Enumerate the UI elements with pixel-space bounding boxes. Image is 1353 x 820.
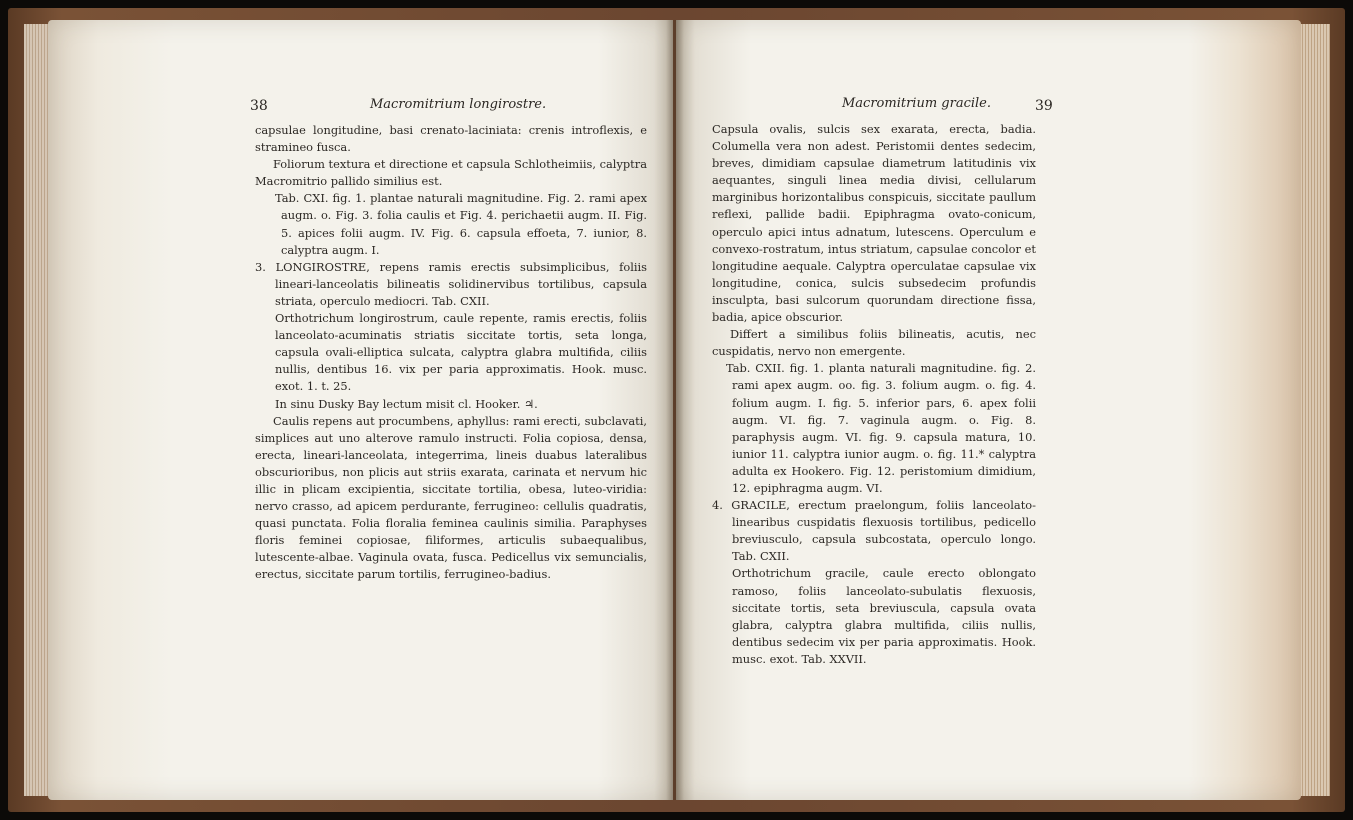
- description-paragraph: Caulis repens aut procumbens, aphyllus: rami erecti, subclavati, simplices aut uno alterove ramulo instructi. Folia copiosa, densa, erecta, lineari-lanceolata, integerrima, lineis duabus lateralibus obscurioribus, non plicis aut striis exarata, carinata et nervum hic illic in plicam excipientia, siccitate tortilia, obesa, luteo-viridia: nervo crasso, ad apicem perdurante, ferrugineo: cellulis quadratis, quasi punctata. Folia floralia feminea caulinis similia. Paraphyses floris feminei copiosae, filiformes, articulis subaequalibus, lutescente-albae. Vaginula ovata, fusca. Pedicellus vix semuncialis, erectus, siccitate parum tortilis, ferrugineo-badius.: [255, 413, 647, 582]
- left-page-body: [255, 122, 647, 584]
- right-running-title: Macromitrium gracile.: [842, 96, 992, 111]
- left-running-title: Macromitrium longirostre.: [370, 97, 547, 112]
- paragraph: capsulae longitudine, basi crenato-laciniata: crenis introflexis, e stramineo fusca.: [255, 123, 647, 155]
- left-page-number: 38: [250, 98, 268, 114]
- figure-caption: Tab. CXI. fig. 1. plantae naturali magnitudine. Fig. 2. rami apex augm. o. Fig. 3. folia caulis et Fig. 4. perichaetii augm. II. Fig. 5. apices folii augm. IV. Fig. 6. capsula effoeta, 7. iunior, 8. calyptra augm. I.: [275, 191, 647, 257]
- synonym-paragraph: Orthotrichum gracile, caule erecto oblongato ramoso, foliis lanceolato-subulatis flexuosis, siccitate tortis, seta breviuscula, capsula ovata glabra, calyptra glabra multifida, ciliis nullis, dentibus sedecim vix per paria approximatis. Hook. musc. exot. Tab. XXVII.: [732, 566, 1036, 666]
- book-gutter: [666, 20, 684, 800]
- description-paragraph: Capsula ovalis, sulcis sex exarata, erecta, badia. Columella vera non adest. Peristomii dentes sedecim, breves, dimidiam capsulae diametrum latitudinis vix aequantes, singuli linea media divisi, cellularum marginibus horizontalibus conspicuis, siccitate paullum reflexi, pallide badii. Epiphragma ovato-conicum, operculo apici intus adnatum, lutescens. Operculum e convexo-rostratum, intus striatum, capsulae concolor et longitudine aequale. Calyptra operculatae capsulae vix longitudine, conica, sulcis subsedecim profundis insculpta, basi sulcorum quorundam directione fissa, badia, apice obscurior.: [712, 122, 1036, 325]
- differentia-paragraph: Differt a similibus foliis bilineatis, acutis, nec cuspidatis, nervo non emergente.: [712, 327, 1036, 359]
- paragraph: Foliorum textura et directione et capsula Schlotheimiis, calyptra Macromitrio pallido similius est.: [255, 157, 647, 189]
- figure-caption: Tab. CXII. fig. 1. planta naturali magnitudine. fig. 2. rami apex augm. oo. fig. 3. folium augm. o. fig. 4. folium augm. I. fig. 5. inferior pars, 6. apex folii augm. VI. fig. 7. vaginula augm. o. Fig. 8. paraphysis augm. VI. fig. 9. capsula matura, 10. iunior 11. calyptra iunior augm. o. fig. 11.* calyptra adulta ex Hookero. Fig. 12. peristomium dimidium, 12. epiphragma augm. VI.: [726, 361, 1036, 495]
- right-page-number: 39: [1035, 98, 1053, 114]
- page-edges-right: [1300, 24, 1330, 796]
- species-entry: 3. LONGIROSTRE, repens ramis erectis subsimplicibus, foliis lineari-lanceolatis bilineatis solidinervibus tortilibus, capsula striata, operculo mediocri. Tab. CXII.: [255, 259, 647, 308]
- locality-note: In sinu Dusky Bay lectum misit cl. Hooker. ♃.: [275, 396, 538, 411]
- species-entry: 4. GRACILE, erectum praelongum, foliis lanceolato-linearibus cuspidatis flexuosis tortilibus, pedicello breviusculo, capsula subcostata, operculo longo. Tab. CXII.: [712, 498, 1036, 564]
- right-page-body: [712, 121, 1036, 668]
- synonym-paragraph: Orthotrichum longirostrum, caule repente, ramis erectis, foliis lanceolato-acuminatis striatis siccitate tortis, seta longa, capsula ovali-elliptica sulcata, calyptra glabra multifida, ciliis nullis, dentibus 16. vix per paria approximatis. Hook. musc. exot. 1. t. 25.: [275, 311, 647, 394]
